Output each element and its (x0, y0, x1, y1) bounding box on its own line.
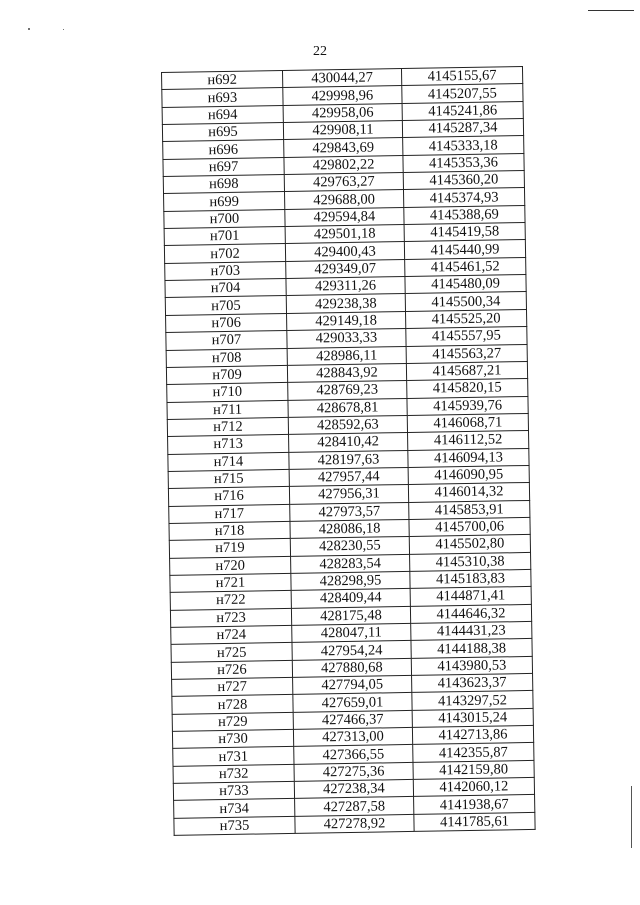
y-coordinate-cell: 4146068,71 (407, 413, 528, 432)
x-coordinate-cell: 429908,11 (283, 121, 402, 140)
y-coordinate-cell: 4145525,20 (406, 309, 527, 328)
y-coordinate-cell: 4145183,83 (410, 569, 531, 588)
point-name-cell: н704 (165, 279, 286, 298)
point-name-cell: н728 (172, 695, 293, 714)
y-coordinate-cell: 4145388,69 (404, 205, 525, 224)
y-coordinate-cell: 4145557,95 (406, 327, 527, 346)
point-name-cell: н693 (162, 88, 283, 107)
y-coordinate-cell: 4145440,99 (404, 240, 525, 259)
x-coordinate-cell: 427278,92 (295, 814, 414, 833)
x-coordinate-cell: 428410,42 (289, 433, 408, 452)
y-coordinate-cell: 4145687,21 (406, 361, 527, 380)
x-coordinate-cell: 427880,68 (292, 658, 411, 677)
x-coordinate-cell: 428047,11 (292, 623, 411, 642)
y-coordinate-cell: 4143980,53 (411, 656, 532, 675)
x-coordinate-cell: 427287,58 (295, 797, 414, 816)
point-name-cell: н723 (170, 608, 291, 627)
point-name-cell: н732 (173, 764, 294, 783)
x-coordinate-cell: 429958,06 (283, 103, 402, 122)
x-coordinate-cell: 430044,27 (282, 69, 401, 88)
point-name-cell: н702 (164, 244, 285, 263)
point-name-cell: н698 (163, 175, 284, 194)
x-coordinate-cell: 428283,54 (291, 554, 410, 573)
point-name-cell: н727 (172, 677, 293, 696)
point-name-cell: н703 (165, 261, 286, 280)
y-coordinate-cell: 4145700,06 (409, 517, 530, 536)
x-coordinate-cell: 429149,18 (287, 311, 406, 330)
point-name-cell: н722 (170, 591, 291, 610)
point-name-cell: н731 (173, 747, 294, 766)
x-coordinate-cell: 427466,37 (293, 710, 412, 729)
x-coordinate-cell: 429400,43 (285, 242, 404, 261)
y-coordinate-cell: 4143623,37 (412, 673, 533, 692)
point-name-cell: н696 (163, 140, 284, 159)
y-coordinate-cell: 4145360,20 (403, 171, 524, 190)
point-name-cell: н717 (169, 504, 290, 523)
x-coordinate-cell: 428678,81 (288, 398, 407, 417)
point-name-cell: н708 (166, 348, 287, 367)
y-coordinate-cell: 4145939,76 (407, 396, 528, 415)
x-coordinate-cell: 428843,92 (287, 363, 406, 382)
y-coordinate-cell: 4142713,86 (412, 725, 533, 744)
point-name-cell: н719 (169, 539, 290, 558)
x-coordinate-cell: 429594,84 (285, 207, 404, 226)
y-coordinate-cell: 4145333,18 (403, 136, 524, 155)
y-coordinate-cell: 4145310,38 (410, 552, 531, 571)
y-coordinate-cell: 4143297,52 (412, 691, 533, 710)
y-coordinate-cell: 4145500,34 (405, 292, 526, 311)
point-name-cell: н694 (162, 105, 283, 124)
x-coordinate-cell: 429238,38 (286, 294, 405, 313)
y-coordinate-cell: 4145207,55 (402, 84, 523, 103)
x-coordinate-cell: 428769,23 (288, 381, 407, 400)
point-name-cell: н700 (164, 209, 285, 228)
x-coordinate-cell: 429033,33 (287, 329, 406, 348)
point-name-cell: н724 (171, 625, 292, 644)
x-coordinate-cell: 428086,18 (290, 519, 409, 538)
y-coordinate-cell: 4145241,86 (402, 101, 523, 120)
x-coordinate-cell: 429802,22 (284, 155, 403, 174)
point-name-cell: н709 (166, 365, 287, 384)
point-name-cell: н716 (168, 487, 289, 506)
scan-speck (63, 29, 64, 30)
x-coordinate-cell: 427313,00 (293, 727, 412, 746)
y-coordinate-cell: 4146090,95 (408, 465, 529, 484)
point-name-cell: н733 (173, 781, 294, 800)
x-coordinate-cell: 429688,00 (285, 190, 404, 209)
y-coordinate-cell: 4145563,27 (406, 344, 527, 363)
point-name-cell: н711 (167, 400, 288, 419)
point-name-cell: н730 (172, 729, 293, 748)
point-name-cell: н713 (168, 435, 289, 454)
x-coordinate-cell: 428986,11 (287, 346, 406, 365)
y-coordinate-cell: 4144431,23 (411, 621, 532, 640)
x-coordinate-cell: 429843,69 (284, 138, 403, 157)
point-name-cell: н720 (170, 556, 291, 575)
x-coordinate-cell: 427956,31 (289, 485, 408, 504)
point-name-cell: н729 (172, 712, 293, 731)
y-coordinate-cell: 4142159,80 (413, 760, 534, 779)
x-coordinate-cell: 428298,95 (291, 571, 410, 590)
page-number: 22 (313, 44, 327, 59)
y-coordinate-cell: 4141938,67 (414, 795, 535, 814)
x-coordinate-cell: 429763,27 (284, 173, 403, 192)
y-coordinate-cell: 4145820,15 (407, 379, 528, 398)
x-coordinate-cell: 427973,57 (290, 502, 409, 521)
x-coordinate-cell: 427957,44 (289, 467, 408, 486)
y-coordinate-cell: 4142355,87 (413, 743, 534, 762)
point-name-cell: н699 (164, 192, 285, 211)
point-name-cell: н705 (165, 296, 286, 315)
point-name-cell: н735 (174, 816, 295, 835)
point-name-cell: н697 (163, 157, 284, 176)
y-coordinate-cell: 4145480,09 (405, 275, 526, 294)
y-coordinate-cell: 4141785,61 (414, 812, 535, 831)
x-coordinate-cell: 428197,63 (289, 450, 408, 469)
y-coordinate-cell: 4145155,67 (401, 67, 522, 86)
point-name-cell: н726 (171, 660, 292, 679)
x-coordinate-cell: 429998,96 (283, 86, 402, 105)
x-coordinate-cell: 427954,24 (292, 641, 411, 660)
coordinates-table (161, 66, 536, 836)
x-coordinate-cell: 428175,48 (291, 606, 410, 625)
x-coordinate-cell: 429501,18 (285, 225, 404, 244)
y-coordinate-cell: 4146014,32 (408, 483, 529, 502)
y-coordinate-cell: 4146094,13 (408, 448, 529, 467)
y-coordinate-cell: 4145502,80 (409, 535, 530, 554)
y-coordinate-cell: 4145461,52 (405, 257, 526, 276)
x-coordinate-cell: 429349,07 (286, 259, 405, 278)
point-name-cell: н701 (164, 227, 285, 246)
y-coordinate-cell: 4144646,32 (410, 604, 531, 623)
x-coordinate-cell: 428409,44 (291, 589, 410, 608)
point-name-cell: н706 (166, 313, 287, 332)
x-coordinate-cell: 427366,55 (294, 745, 413, 764)
x-coordinate-cell: 429311,26 (286, 277, 405, 296)
y-coordinate-cell: 4144188,38 (411, 639, 532, 658)
y-coordinate-cell: 4145353,36 (403, 153, 524, 172)
coordinates-table-body (162, 67, 536, 836)
y-coordinate-cell: 4145853,91 (409, 500, 530, 519)
point-name-cell: н721 (170, 573, 291, 592)
point-name-cell: н734 (174, 799, 295, 818)
corner-rule (588, 10, 634, 11)
y-coordinate-cell: 4145287,34 (402, 119, 523, 138)
point-name-cell: н710 (167, 383, 288, 402)
point-name-cell: н692 (162, 70, 283, 89)
x-coordinate-cell: 427794,05 (293, 675, 412, 694)
x-coordinate-cell: 427238,34 (294, 780, 413, 799)
x-coordinate-cell: 427659,01 (293, 693, 412, 712)
point-name-cell: н715 (168, 469, 289, 488)
y-coordinate-cell: 4145374,93 (403, 188, 524, 207)
scan-speck (28, 28, 30, 30)
y-coordinate-cell: 4142060,12 (413, 778, 534, 797)
point-name-cell: н707 (166, 331, 287, 350)
point-name-cell: н712 (167, 417, 288, 436)
y-coordinate-cell: 4145419,58 (404, 223, 525, 242)
scan-edge-mark (631, 786, 632, 848)
x-coordinate-cell: 427275,36 (294, 762, 413, 781)
y-coordinate-cell: 4143015,24 (412, 708, 533, 727)
y-coordinate-cell: 4144871,41 (410, 587, 531, 606)
x-coordinate-cell: 428230,55 (290, 537, 409, 556)
point-name-cell: н718 (169, 521, 290, 540)
point-name-cell: н725 (171, 643, 292, 662)
point-name-cell: н714 (168, 452, 289, 471)
x-coordinate-cell: 428592,63 (288, 415, 407, 434)
point-name-cell: н695 (162, 123, 283, 142)
y-coordinate-cell: 4146112,52 (408, 431, 529, 450)
